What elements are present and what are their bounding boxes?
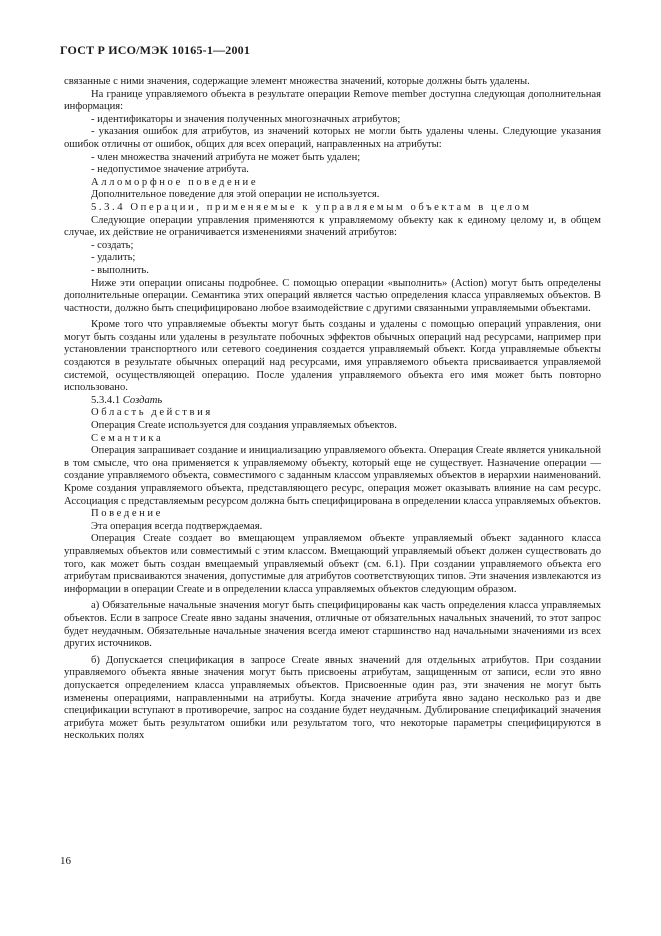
paragraph-remove-member: На границе управляемого объекта в результате операции Remove member доступна следующая дополнительная информация: (64, 88, 601, 113)
paragraph-text: Операция Create используется для создания управляемых объектов. (91, 420, 397, 432)
paragraph-text: Операция Create создает во вмещающем управляемом объекте управляемый объект заданного класса управляемых объектов или совместимый с этим классом. Вмещающий управляемый объект должен существовать до того, как может быть создан вмещаемый управляемый объект (см. 6.1). При создании управляемого объекта его атрибутам присваиваются значения, допустимые для атрибутов соответствующих типов. Эти значения извлекаются из информации в операции Create и в определении класса управляемых объектов следующим образом. (64, 533, 601, 595)
list-item-a: а) Обязательные начальные значения могут быть специфицированы как часть определения класса управляемых объектов. Если в запросе Create явно заданы значения, отличные от обязательных начальных значений, то этот запрос будет неудачным. Обязательные начальные значения всегда имеют старшинство над начальными значениями из всех других источников. (64, 600, 601, 650)
paragraph-text: Следующие операции управления применяются к управляемому объекту как к единому целому и, в общем случае, их действие не ограничивается изменениями значений атрибутов: (64, 214, 601, 239)
paragraph-text: Дополнительное поведение для этой операции не используется. (91, 189, 380, 201)
list-item: - указания ошибок для атрибутов, из значений которых не могли быть удалены члены. Следующие указания ошибок отличны от ошибок, общих для всех операций, направленных на атрибуты: (64, 126, 601, 150)
section-heading-5-3-4-1 (64, 395, 601, 408)
list-item: - член множества значений атрибута не может быть удален; (91, 151, 361, 163)
subheading-allomorphic-behaviour: Алломорфное поведение (91, 176, 259, 188)
paragraph-text: Ниже эти операции описаны подробнее. С помощью операции «выполнить» (Action) могут быть определены дополнительные операции. Семантика этих операций является частью определения класса управляемых объектов. В частности, должно быть специфицировано любое взаимодействие с другими связанными управляемыми объектами. (64, 277, 601, 314)
list-item: - создать; (91, 239, 134, 251)
list-item: - недопустимое значение атрибута. (91, 164, 249, 176)
document-header: ГОСТ Р ИСО/МЭК 10165-1—2001 (60, 43, 251, 57)
page-body (64, 76, 601, 743)
subheading-scope: Область действия (91, 407, 213, 419)
paragraph-text: Эта операция всегда подтверждаемая. (91, 520, 263, 532)
paragraph-text: Операция запрашивает создание и инициализацию управляемого объекта. Операция Create является уникальной в том смысле, что она применяется к управляемому объекту, который еще не существует. Назначение операции — создание управляемого объекта, совместимого с заданным классом управляемых объектов в иерархии наименований. Кроме создания управляемого объекта, представляющего ресурс, операция может оказывать влияние на сам ресурс. Ассоциация с представляемым ресурсом должна быть специфицирована в определении класса управляемых объектов. (64, 445, 601, 507)
subheading-semantics: Семантика (91, 432, 164, 444)
subheading-behaviour: Поведение (91, 508, 163, 520)
section-heading-5-3-4: 5.3.4 Операции, применяемые к управляемым объектам в целом (91, 201, 532, 213)
section-number: 5.3.4.1 (91, 394, 121, 406)
paragraph-text: Кроме того что управляемые объекты могут быть созданы и удалены с помощью операций управления, они могут быть созданы или удалены в результате побочных эффектов обычных операций над ресурсами, например при установлении транспортного или сетевого соединения создается управляемый объект. Когда управляемые объекты создаются в результате обычных операций над ресурсами, имя управляемого объекта присваивается управляемой системой, осуществляющей операцию. После удаления управляемого объекта его имя может быть повторно использовано. (64, 319, 601, 394)
page-number: 16 (60, 855, 71, 867)
section-title: Создать (122, 394, 163, 406)
list-item-b: б) Допускается спецификация в запросе Create явных значений для отдельных атрибутов. При создании управляемого объекта явные значения могут быть присвоены атрибутам, защищенным от записи, если это явно допускается определением класса управляемых объектов. Присвоенные один раз, эти значения не могут быть изменены операциями, направленными на атрибуты. Когда значение атрибута явно задано несколько раз и две спецификации вступают в противоречие, запрос на создание будет неудачным. Дублирование спецификаций значения атрибута может быть результатом ошибки или результатом того, что некоторые параметры специфицируются в нескольких полях (64, 654, 601, 742)
paragraph-continuation: связанные с ними значения, содержащие элемент множества значений, которые должны быть удалены. (64, 76, 530, 87)
list-item: - выполнить. (91, 264, 149, 276)
list-item: - удалить; (91, 252, 136, 264)
list-item: - идентификаторы и значения полученных многозначных атрибутов; (91, 113, 401, 125)
